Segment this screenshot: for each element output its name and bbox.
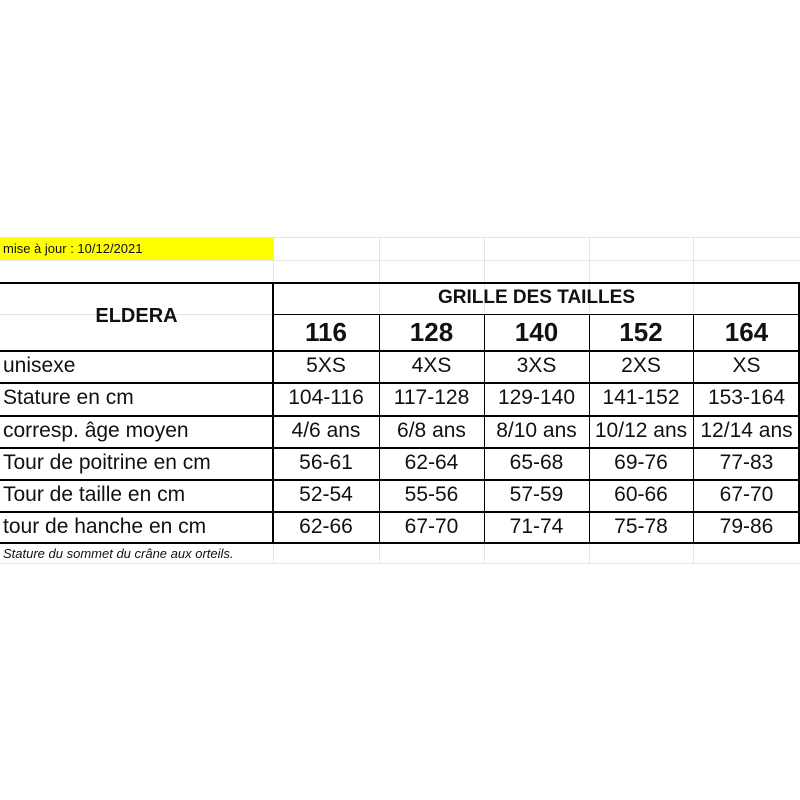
border-col-1 [484, 314, 485, 544]
row-1-value-0: 104-116 [288, 386, 364, 409]
size-header-128: 128 [409, 316, 454, 347]
row-label-3: Tour de poitrine en cm [3, 451, 211, 474]
table-title: GRILLE DES TAILLES [437, 287, 636, 308]
border-row-2 [0, 415, 800, 417]
row-1-value-4: 153-164 [707, 386, 786, 409]
row-4-value-2: 57-59 [509, 483, 564, 506]
row-3-value-4: 77-83 [719, 451, 774, 474]
row-2-value-4: 12/14 ans [700, 419, 793, 442]
size-header-116: 116 [305, 316, 347, 347]
row-3-value-0: 56-61 [299, 451, 353, 474]
update-date-cell: mise à jour : 10/12/2021 [0, 237, 273, 260]
border-col-3 [693, 314, 694, 544]
border-bottom [0, 542, 800, 544]
row-0-value-2: 3XS [516, 354, 557, 377]
row-label-1: Stature en cm [3, 386, 134, 409]
row-label-2: corresp. âge moyen [3, 419, 189, 442]
row-label-0: unisexe [3, 354, 76, 377]
border-row-3 [0, 447, 800, 449]
row-2-value-3: 10/12 ans [594, 419, 688, 442]
row-5-value-2: 71-74 [509, 515, 564, 538]
row-3-value-1: 62-64 [404, 451, 459, 474]
row-1-value-2: 129-140 [497, 386, 576, 409]
border-brand-right [272, 282, 274, 544]
size-header-140: 140 [514, 316, 559, 347]
row-1-value-3: 141-152 [602, 386, 680, 409]
row-0-value-4: XS [732, 354, 761, 377]
gridline-h-1 [0, 260, 800, 261]
row-2-value-1: 6/8 ans [397, 419, 466, 442]
border-col-2 [589, 314, 590, 544]
border-row-0 [0, 350, 800, 352]
row-2-value-0: 4/6 ans [291, 419, 361, 442]
row-0-value-3: 2XS [621, 354, 661, 377]
row-5-value-1: 67-70 [404, 515, 459, 538]
border-top [0, 282, 800, 284]
row-4-value-3: 60-66 [614, 483, 668, 506]
border-col-0 [379, 314, 380, 544]
row-5-value-3: 75-78 [614, 515, 668, 538]
row-4-value-1: 55-56 [404, 483, 459, 506]
row-label-5: tour de hanche en cm [3, 515, 207, 538]
size-header-164: 164 [724, 316, 769, 347]
border-row-1 [0, 382, 800, 384]
brand-name: ELDERA [95, 304, 178, 327]
row-3-value-2: 65-68 [509, 451, 564, 474]
row-1-value-1: 117-128 [393, 386, 470, 409]
row-4-value-0: 52-54 [299, 483, 353, 506]
size-header-152: 152 [619, 316, 663, 347]
border-row-5 [0, 511, 800, 513]
row-3-value-3: 69-76 [614, 451, 668, 474]
row-label-4: Tour de taille en cm [3, 483, 186, 506]
row-2-value-2: 8/10 ans [496, 419, 577, 442]
border-title-bottom [273, 314, 800, 315]
row-5-value-4: 79-86 [719, 515, 774, 538]
gridline-h-11 [0, 563, 800, 564]
row-0-value-1: 4XS [411, 354, 452, 377]
footnote: Stature du sommet du crâne aux orteils. [3, 545, 234, 561]
row-5-value-0: 62-66 [299, 515, 353, 538]
row-0-value-0: 5XS [306, 354, 346, 377]
border-row-4 [0, 479, 800, 481]
row-4-value-4: 67-70 [719, 483, 774, 506]
